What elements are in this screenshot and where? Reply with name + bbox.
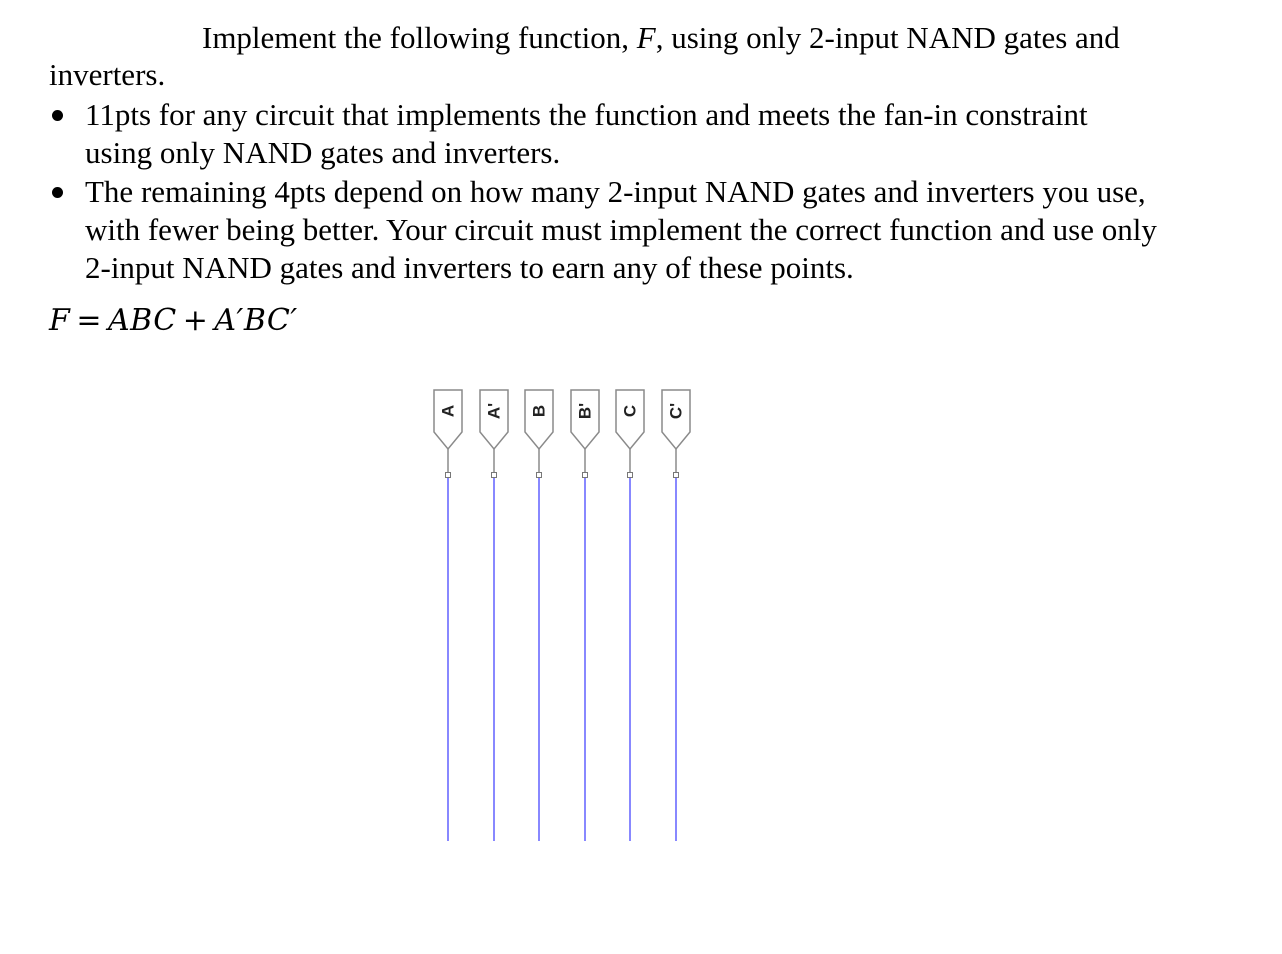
input-pin-label: B xyxy=(529,404,549,418)
input-pin-b-bar[interactable] xyxy=(571,390,599,841)
input-pin-body[interactable] xyxy=(434,390,462,449)
input-pin-body[interactable] xyxy=(525,390,553,449)
bullet-2-line-2: with fewer being better. Your circuit must implement the correct function and use only xyxy=(85,212,1157,247)
connection-point[interactable] xyxy=(628,473,633,478)
input-pin-label: A' xyxy=(484,402,504,420)
connection-point[interactable] xyxy=(674,473,679,478)
input-pin-a[interactable] xyxy=(434,390,462,841)
problem-intro-continuation: inverters. xyxy=(49,57,166,92)
intro-prefix: Implement the following function, xyxy=(202,20,637,55)
intro-function-symbol: F xyxy=(636,20,656,55)
input-pin-label: A xyxy=(438,404,458,418)
bullet-2-line-3: 2-input NAND gates and inverters to earn any of these points. xyxy=(85,250,854,285)
input-pin-body[interactable] xyxy=(616,390,644,449)
intro-suffix: , using only 2-input NAND gates and xyxy=(655,20,1120,55)
formula-term-2: A′BC′ xyxy=(214,303,298,338)
formula-equals: = xyxy=(76,303,102,338)
connection-point[interactable] xyxy=(583,473,588,478)
input-pin-b[interactable] xyxy=(525,390,553,841)
formula-term-1: ABC xyxy=(107,303,177,338)
connection-point[interactable] xyxy=(537,473,542,478)
input-pin-label: C' xyxy=(666,402,686,420)
input-pin-label: B' xyxy=(575,402,595,420)
formula-lhs: F xyxy=(49,303,71,338)
bullet-2-line-1: The remaining 4pts depend on how many 2-input NAND gates and inverters you use, xyxy=(85,174,1146,209)
formula-plus: + xyxy=(182,303,209,338)
connection-point[interactable] xyxy=(446,473,451,478)
bullet-1-line-1: 11pts for any circuit that implements the function and meets the fan-in constraint xyxy=(85,97,1088,132)
connection-point[interactable] xyxy=(492,473,497,478)
input-pin-label: C xyxy=(620,404,640,418)
input-pin-a-bar[interactable] xyxy=(480,390,508,841)
input-pin-c-bar[interactable] xyxy=(662,390,690,841)
bullet-1-line-2: using only NAND gates and inverters. xyxy=(85,135,561,170)
input-pin-c[interactable] xyxy=(616,390,644,841)
